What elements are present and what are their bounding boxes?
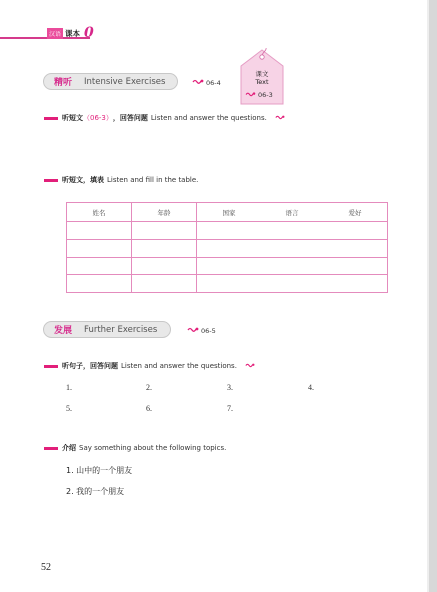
fill-in-table xyxy=(66,202,388,293)
tag-en: Text xyxy=(255,78,269,86)
audio-icon xyxy=(245,91,256,99)
exercise-3-heading xyxy=(44,361,255,371)
answer-number: 6. xyxy=(146,404,152,413)
audio-icon[interactable] xyxy=(245,362,255,370)
audio-icon xyxy=(192,78,204,87)
table-cell[interactable] xyxy=(67,239,132,257)
table-row xyxy=(67,275,388,293)
table-cell[interactable] xyxy=(132,275,197,293)
exercise-1-heading xyxy=(44,113,285,123)
running-header xyxy=(47,27,94,39)
page-number: 52 xyxy=(41,562,51,573)
table-header: 语言 xyxy=(261,203,323,222)
header-book: 课本 xyxy=(65,28,81,38)
exercise-bullet xyxy=(44,179,58,182)
table-row xyxy=(67,239,388,257)
table-cell[interactable] xyxy=(67,275,132,293)
header-badge: 汉语 xyxy=(47,28,63,39)
exercise-en: Listen and answer the questions. xyxy=(150,114,267,122)
table-cell[interactable] xyxy=(132,257,197,275)
audio-track-06-3[interactable] xyxy=(245,91,273,99)
exercise-title: 介绍 xyxy=(62,444,76,452)
table-header: 国家 xyxy=(197,203,261,222)
exercise-4-heading xyxy=(44,443,226,453)
exercise-title: 听句子，回答问题 xyxy=(62,362,118,370)
table-cell[interactable] xyxy=(197,257,388,275)
exercise-ref: （06-3） xyxy=(83,114,113,122)
further-cn: 发展 xyxy=(54,326,73,336)
exercise-title: 听短文，填表 xyxy=(62,176,104,184)
answer-number: 1. xyxy=(66,383,72,392)
topic-item: 2. 我的一个朋友 xyxy=(66,487,125,496)
exercise-bullet xyxy=(44,447,58,450)
table-cell[interactable] xyxy=(132,239,197,257)
table-header-row xyxy=(67,203,388,222)
table-cell[interactable] xyxy=(67,257,132,275)
intensive-exercises-pill xyxy=(43,73,178,90)
exercise-en: Say something about the following topics. xyxy=(79,444,227,452)
answer-number: 7. xyxy=(227,404,233,413)
topic-item: 1. 山中的一个朋友 xyxy=(66,466,133,475)
answer-number: 2. xyxy=(146,383,152,392)
intensive-cn: 精听 xyxy=(54,78,73,88)
exercise-2-heading xyxy=(44,175,198,185)
further-exercises-pill xyxy=(43,321,171,338)
table-header: 姓名 xyxy=(67,203,132,222)
exercise-en: Listen and fill in the table. xyxy=(107,176,199,184)
audio-track-label: 06-5 xyxy=(201,326,216,335)
page-edge xyxy=(429,0,437,592)
intensive-en: Intensive Exercises xyxy=(84,76,166,87)
answer-number: 5. xyxy=(66,404,72,413)
table-cell[interactable] xyxy=(197,222,388,240)
answer-number: 3. xyxy=(227,383,233,392)
audio-track-06-5[interactable] xyxy=(187,326,216,335)
table-cell[interactable] xyxy=(197,239,388,257)
exercise-bullet xyxy=(44,117,58,120)
header-number: 0 xyxy=(84,25,94,41)
table-header: 爱好 xyxy=(323,203,387,222)
exercise-bullet xyxy=(44,365,58,368)
tag-cn: 课文 xyxy=(255,70,269,78)
exercise-en: Listen and answer the questions. xyxy=(121,362,237,370)
exercise-title: 听短文 xyxy=(62,114,83,122)
table-cell[interactable] xyxy=(197,275,388,293)
table-cell[interactable] xyxy=(132,222,197,240)
audio-icon[interactable] xyxy=(275,114,285,122)
table-row xyxy=(67,222,388,240)
audio-track-label: 06-3 xyxy=(258,91,273,99)
table-cell[interactable] xyxy=(67,222,132,240)
audio-icon xyxy=(187,326,199,335)
further-en: Further Exercises xyxy=(84,324,158,335)
audio-track-label: 06-4 xyxy=(206,78,221,87)
answer-number: 4. xyxy=(308,383,314,392)
table-header: 年龄 xyxy=(132,203,197,222)
exercise-title-tail: ，回答问题 xyxy=(112,114,148,122)
table-row xyxy=(67,257,388,275)
audio-track-06-4[interactable] xyxy=(192,78,221,87)
